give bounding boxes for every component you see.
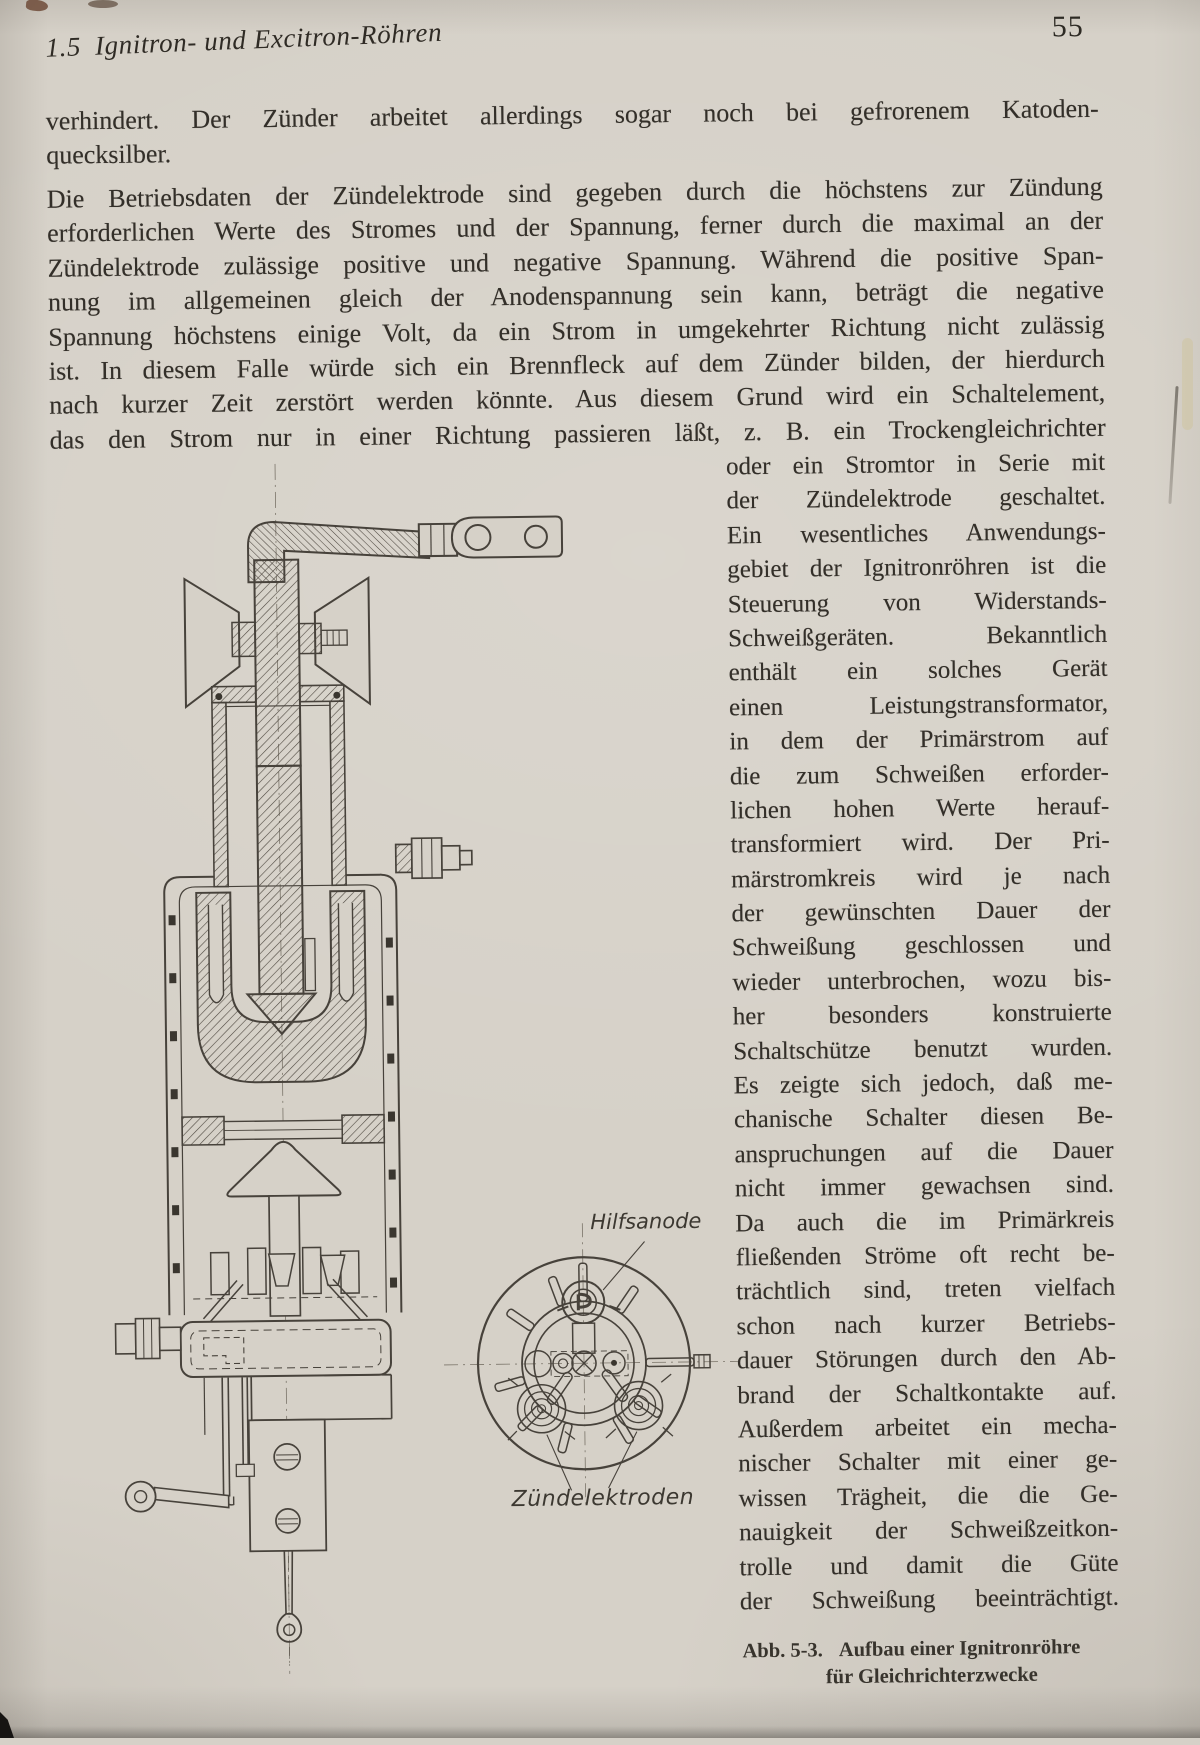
text-line: dauer Störungen durch den Ab- [737,1340,1116,1379]
text-line: die zum Schweißen erforder- [730,755,1109,794]
clamp-block-left [232,622,255,656]
section-number: 1.5 [45,31,82,62]
text-line: transformiert wird. Der Pri- [731,824,1110,863]
terminal-lug [452,516,562,557]
text-line: trolle und damit die Güte [739,1546,1118,1585]
page-bottom-shadow [0,1726,1200,1738]
text-line: nischer Schalter mit einer ge- [738,1443,1117,1482]
text-line: einen Leistungstransformator, [729,687,1108,726]
text-line: fließenden Ströme oft recht be- [736,1237,1115,1276]
paragraph-2 [47,170,1106,458]
shield-slot-left [208,905,223,1003]
text-line: Außerdem arbeitet ein mecha- [738,1409,1117,1448]
text-line: Schweißung geschlossen und [732,927,1111,966]
text-line: in dem der Primärstrom auf [729,721,1108,760]
text-line: Steuerung von Widerstands- [728,583,1107,622]
ignition-electrodes [507,1368,673,1441]
paragraph-1 [46,92,1100,174]
running-header [45,9,646,64]
text-line: schon nach kurzer Betriebs- [736,1306,1115,1345]
text-line: anspruchungen auf die Dauer [734,1134,1113,1173]
text-line: quecksilber. [46,126,1099,173]
text-line: Spannung höchstens einige Volt, da ein Strom in umgekehrter Richtung nicht zulässig [48,307,1104,354]
text-line: erforderlichen Werte des Stromes und der Spannung, ferner durch die maximal an der [47,204,1103,251]
detail-bottom-view [442,1221,739,1510]
ignitor-pin [305,938,316,990]
caption-title: Aufbau einer Ignitronröhre [839,1636,1081,1661]
lower-flange [251,1375,392,1421]
clamp-block-right [299,623,321,653]
text-line: ist. In diesem Falle würde sich ein Brennfleck auf dem Zünder bilden, der hierdurch [49,342,1105,389]
text-line: lichen hohen Werte herauf- [730,790,1109,829]
text-line: Da auch die im Primärkreis [735,1202,1114,1241]
text-line: Es zeigte sich jedoch, daß me- [733,1065,1112,1104]
side-nipple [396,838,472,879]
text-line: der Schweißung beeinträchtigt. [740,1581,1119,1620]
section-title: Ignitron- und Excitron-Röhren [94,17,442,61]
text-line: nauigkeit der Schweißzeitkon- [739,1512,1118,1551]
stem [249,1419,327,1551]
anode-stem [254,560,301,767]
text-line: her besonders konstruierte [733,996,1112,1035]
text-line: Die Betriebsdaten der Zündelektrode sind gegeben durch die höchstens zur Zündung [47,170,1103,217]
text-line: wieder unterbrochen, wozu bis- [732,962,1111,1001]
text-line: verhindert. Der Zünder arbeitet allerdings sogar noch bei gefrorenem Katoden- [46,92,1099,139]
text-line: der Zündelektrode geschaltet. [726,480,1105,519]
splash-cone [227,1141,341,1196]
text-line: enthält ein solches Gerät [728,652,1107,691]
anode-rod [257,766,304,995]
caption-line-2: für Gleichrichterzwecke [743,1661,1121,1693]
shield-slot-right [338,903,353,1001]
text-line: Schweißgeräten. Bekanntlich [728,618,1107,657]
text-line: chanische Schalter diesen Be- [734,1099,1113,1138]
text-line: nach kurzer Zeit zerstört werden könnte. Aus diesem Grund wird ein Schaltelement, [49,376,1105,423]
caption-line-1 [742,1634,1120,1666]
text-line: gebiet der Ignitronröhren ist die [727,549,1106,588]
stain-mark [88,0,118,8]
baffle-left [182,1117,224,1146]
text-line: der gewünschten Dauer der [731,893,1110,932]
baffle-right [342,1115,384,1144]
figure-label-hilfsanode: Hilfsanode [590,1209,701,1234]
text-line: märstromkreis wird je nach [731,858,1110,897]
text-line: trächtlich sind, treten vielfach [736,1271,1115,1310]
caption-figure-number: Abb. 5-3. [742,1639,823,1662]
text-line: Schaltschütze benutzt wurden. [733,1030,1112,1069]
text-line: das den Strom nur in einer Richtung passieren läßt, z. B. ein Trockengleichrichter [50,411,1106,458]
right-column-text [726,446,1119,1620]
text-line: Ein wesentliches Anwendungs- [727,515,1106,554]
text-line: oder ein Stromtor in Serie mit [726,446,1105,485]
text-line: brand der Schaltkontakte auf. [737,1374,1116,1413]
text-line: nung im allgemeinen gleich der Anodenspannung sein kann, beträgt die negative [48,273,1104,320]
page-number: 55 [1052,10,1084,44]
tilt-lever [124,1377,255,1512]
yellow-streak [1182,338,1193,430]
text-line: Zündelektrode zulässige positive und negative Spannung. Während die positive Span- [47,239,1103,286]
figure-label-zuendelektroden: Zündelektroden [512,1485,695,1512]
text-line: wissen Trägheit, die die Ge- [738,1477,1117,1516]
figure-caption [742,1634,1121,1693]
pipe-union [115,1318,180,1359]
text-line: nicht immer gewachsen sind. [735,1168,1114,1207]
